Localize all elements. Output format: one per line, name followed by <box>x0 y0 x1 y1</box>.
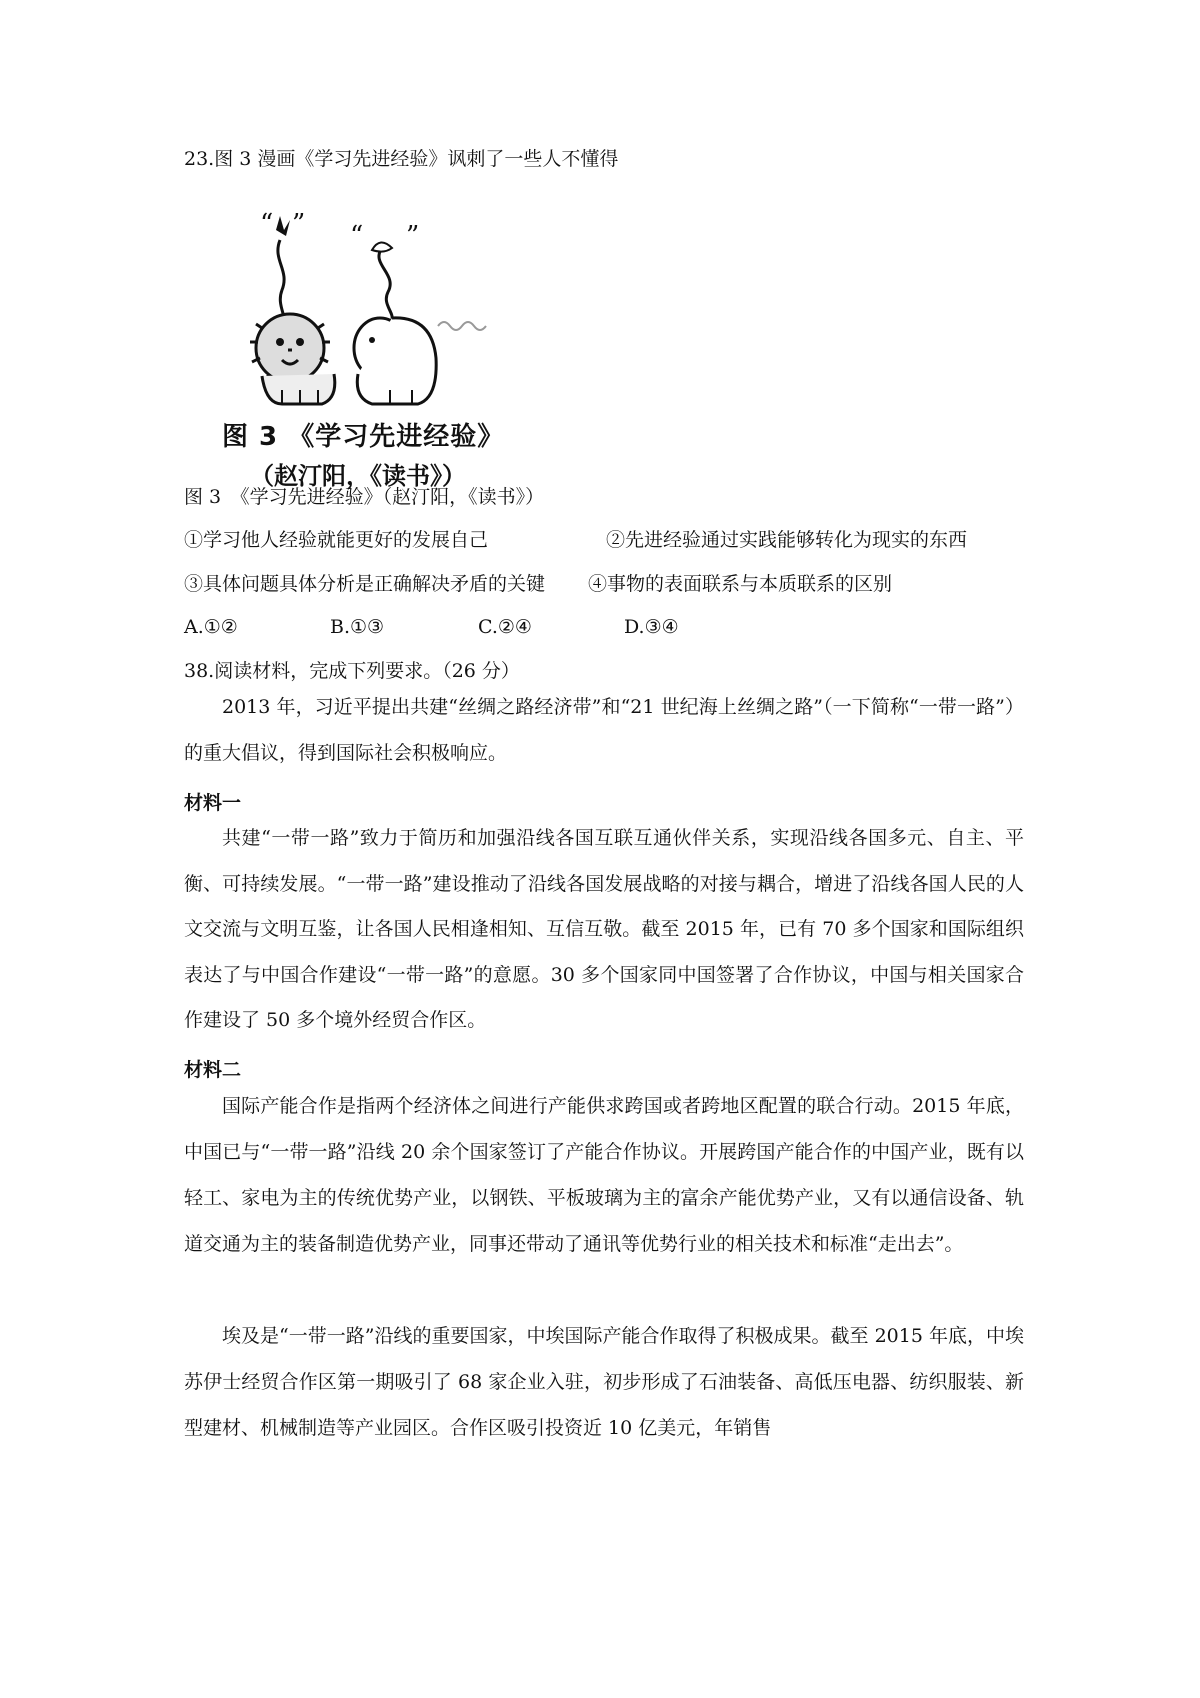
material-2-paragraph-1: 国际产能合作是指两个经济体之间进行产能供求跨国或者跨地区配置的联合行动。2015 年底，中国已与“一带一路”沿线 20 余个国家签订了产能合作协议。开展跨国产能合作的中国产业，既有以轻工、家电为主的传统优势产业，以钢铁、平板玻璃为主的富余产能优势产业，又有以通信设备、轨道交通为主的装备制造优势产业，同事还带动了通讯等优势行业的相关技术和标准“走出去”。 <box>184 1095 1024 1255</box>
statement-2: ②先进经验通过实践能够转化为现实的东西 <box>606 529 968 551</box>
choice-c: C.②④ <box>478 616 532 638</box>
statement-3: ③具体问题具体分析是正确解决矛盾的关键 <box>184 573 546 595</box>
question-38-intro: 2013 年，习近平提出共建“丝绸之路经济带”和“21 世纪海上丝绸之路”（一下简称“一带一路”）的重大倡议，得到国际社会积极响应。 <box>184 696 1024 764</box>
material-1-heading: 材料一 <box>184 792 242 814</box>
question-38-stem: 38.阅读材料，完成下列要求。（26 分） <box>184 660 520 682</box>
svg-text:”: ” <box>292 209 306 239</box>
statement-1: ①学习他人经验就能更好的发展自己 <box>184 529 489 551</box>
material-1-text: 共建“一带一路”致力于简历和加强沿线各国互联互通伙伴关系，实现沿线各国多元、自主、平衡、可持续发展。“一带一路”建设推动了沿线各国发展战略的对接与耦合，增进了沿线各国人民的人文交流与文明互鉴，让各国人民相逢相知、互信互敬。截至 2015 年，已有 70 多个国家和国际组织表达了与中国合作建设“一带一路”的意愿。30 多个国家同中国签署了合作协议，中国与相关国家合作建设了 50 多个境外经贸合作区。 <box>184 827 1024 1031</box>
statement-4: ④事物的表面联系与本质联系的区别 <box>588 573 893 595</box>
material-2-heading: 材料二 <box>184 1059 242 1081</box>
figure-caption-text: 图 3 《学习先进经验》（赵汀阳，《读书》） <box>184 486 545 508</box>
cartoon-figure <box>222 208 542 508</box>
cartoon-drawing <box>222 208 522 408</box>
choice-d: D.③④ <box>624 616 679 638</box>
question-23-stem: 23.图 3 漫画《学习先进经验》讽刺了一些人不懂得 <box>184 148 619 170</box>
material-2-paragraph-2: 埃及是“一带一路”沿线的重要国家，中埃国际产能合作取得了积极成果。截至 2015 年底，中埃苏伊士经贸合作区第一期吸引了 68 家企业入驻，初步形成了石油装备、高低压电器、纺织服装、新型建材、机械制造等产业园区。合作区吸引投资近 10 亿美元，年销售 <box>184 1325 1024 1439</box>
svg-text:“: “ <box>260 209 274 239</box>
figure-caption-source: （赵汀阳，《读书》） <box>250 462 466 490</box>
figure-caption-title: 图 3 《学习先进经验》 <box>222 422 505 452</box>
choice-b: B.①③ <box>330 616 385 638</box>
svg-text:”: ” <box>406 221 420 251</box>
svg-text:“: “ <box>350 221 364 251</box>
choice-a: A.①② <box>184 616 238 638</box>
